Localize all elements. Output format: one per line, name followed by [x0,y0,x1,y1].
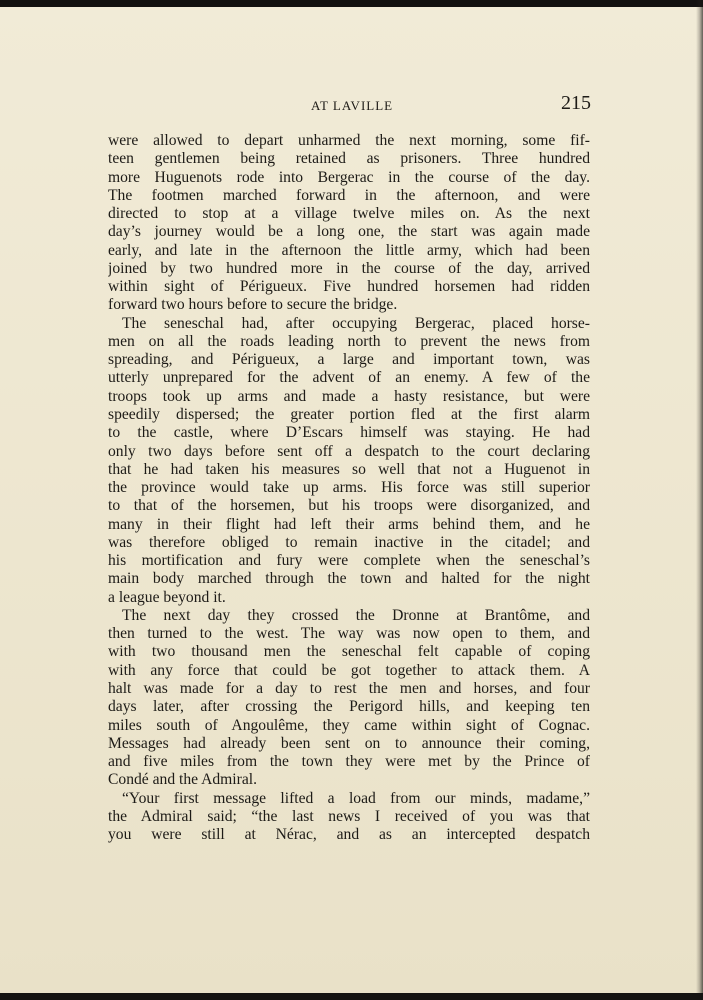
text-line: “Your first message lifted a load from our minds, madame,” [122,789,590,807]
text-line: only two days before sent off a despatch to the court declaring [108,442,590,460]
text-line: more Huguenots rode into Bergerac in the course of the day. [108,168,590,186]
text-line: were allowed to depart unharmed the next morning, some fif- [108,132,590,149]
text-line: many in their flight had left their arms behind them, and he [108,515,590,533]
text-line: with any force that could be got together to attack them. A [108,661,590,679]
text-line: a league beyond it. [108,588,226,606]
text-line: his mortification and fury were complete when the seneschal’s [108,552,590,570]
text-line: then turned to the west. The way was now open to them, and [108,625,590,643]
text-line: the Admiral said; “the last news I received of you was that [108,807,590,825]
text-line: The footmen marched forward in the afternoon, and were [108,186,590,204]
text-line: within sight of Périgueux. Five hundred horsemen had ridden [108,278,590,296]
text-line: early, and late in the afternoon the little army, which had been [108,241,590,259]
text-line: days later, after crossing the Perigord hills, and keeping ten [108,698,590,716]
body-text [108,132,590,844]
text-line: the province would take up arms. His force was still superior [108,479,590,497]
text-line: main body marched through the town and halted for the night [108,570,590,588]
text-line: troops took up arms and made a hasty resistance, but were [108,387,590,405]
page-header [110,94,591,118]
text-line: miles south of Angoulême, they came within sight of Cognac. [108,716,590,734]
page-number: 215 [561,92,591,114]
text-line: with two thousand men the seneschal felt capable of coping [108,643,590,661]
text-line: utterly unprepared for the advent of an enemy. A few of the [108,369,590,387]
scan-bottom-border [0,993,703,1000]
text-line: halt was made for a day to rest the men and horses, and four [108,679,590,697]
text-line: joined by two hundred more in the course of the day, arrived [108,259,590,277]
running-head: AT LAVILLE [311,98,394,113]
text-line: The seneschal had, after occupying Bergerac, placed horse- [122,314,590,332]
text-line: men on all the roads leading north to prevent the news from [108,332,590,350]
text-line: forward two hours before to secure the bridge. [108,296,398,314]
text-line: you were still at Nérac, and as an intercepted despatch [108,826,590,844]
text-line: was therefore obliged to remain inactive in the citadel; and [108,533,590,551]
scan-right-border [696,0,703,1000]
text-line: teen gentlemen being retained as prisoners. Three hundred [108,150,590,168]
text-line: to the castle, where D’Escars himself was staying. He had [108,424,590,442]
text-line: Condé and the Admiral. [108,771,257,789]
text-line: directed to stop at a village twelve miles on. As the next [108,205,590,223]
scan-top-border [0,0,703,7]
text-line: and five miles from the town they were met by the Prince of [108,753,590,771]
text-line: that he had taken his measures so well that not a Huguenot in [108,460,590,478]
text-line: spreading, and Périgueux, a large and important town, was [108,351,590,369]
text-line: day’s journey would be a long one, the start was again made [108,223,590,241]
text-line: The next day they crossed the Dronne at Brantôme, and [122,606,590,624]
text-line: to that of the horsemen, but his troops were disorganized, and [108,497,590,515]
text-line: Messages had already been sent on to announce their coming, [108,734,590,752]
text-line: speedily dispersed; the greater portion fled at the first alarm [108,405,590,423]
